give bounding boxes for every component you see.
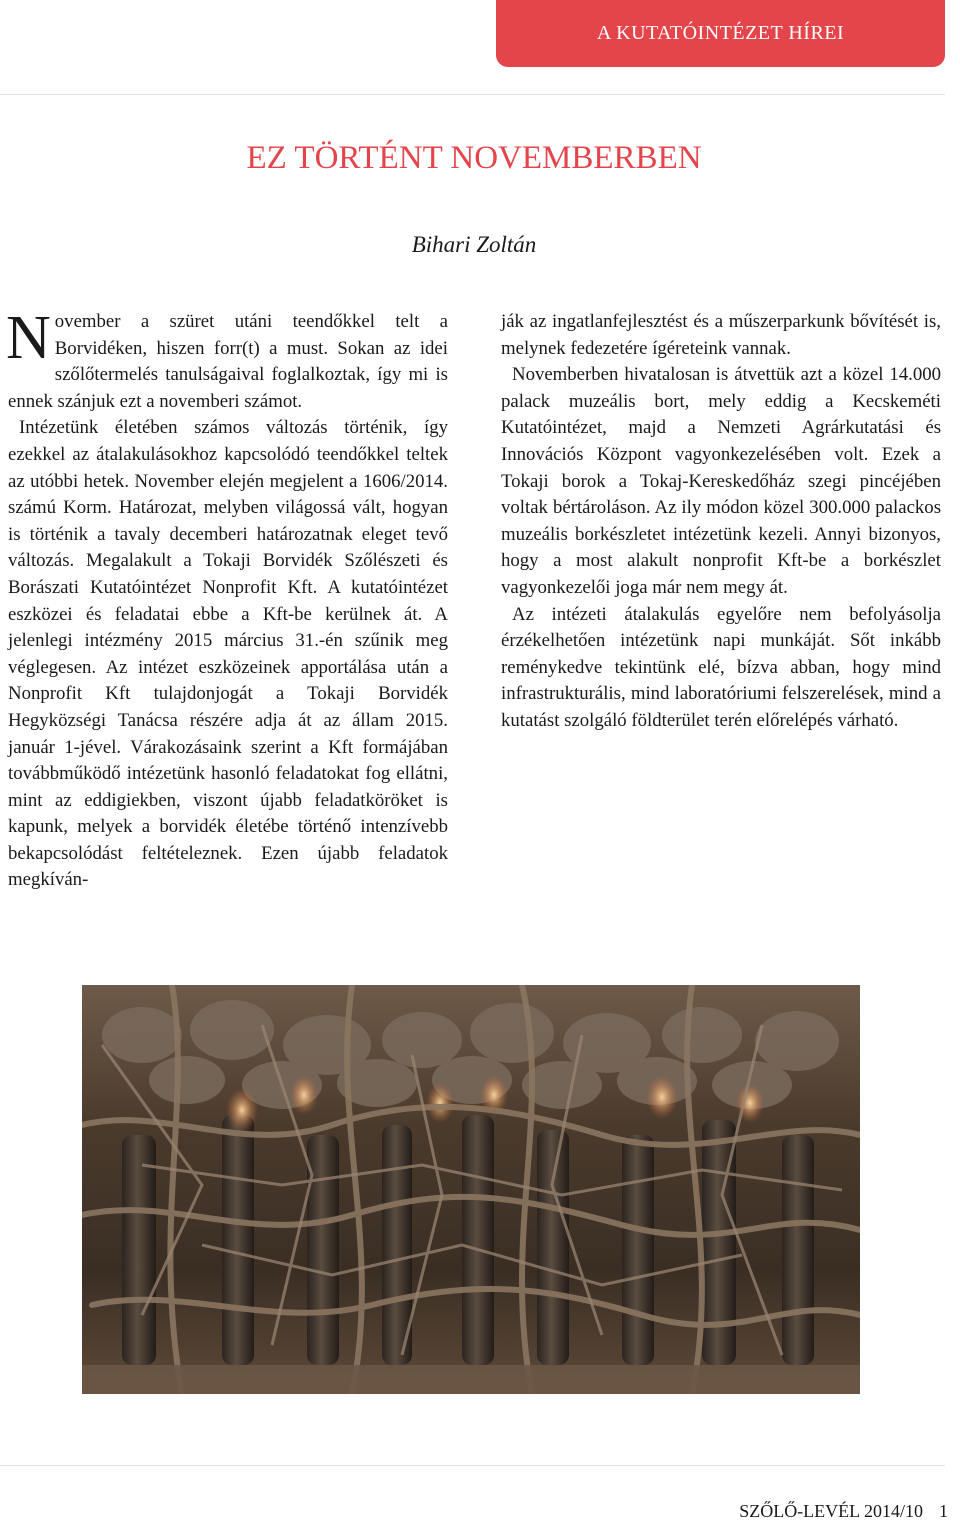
paragraph: ják az ingatlanfejlesztést és a műszerparkunk bővítését is, melynek fedezetére ígéreteink vannak. [501,311,941,359]
article-author: Bihari Zoltán [411,232,537,257]
article-column-left [6,304,448,894]
page-number: 1 [939,1501,948,1521]
photo-illustration [82,985,860,1394]
dropcap: N [6,304,51,372]
paragraph: Novemberben hivatalosan is átvettük azt a közel 14.000 palack muzeális bort, mely eddig a Kecskeméti Kutatóintézet, majd a Nemzeti Agrárkutatási és Innovációs Központ vagyonkezelésében volt. Ezek a Tokaji borok a Tokaj-Kereskedőház szegi pincéjében voltak bértároláson. Az ily módon közel 300.000 palackos muzeális borkészletet intézetünk kezeli. Annyi bizonyos, hogy a most alakult nonprofit Kft-be a borkészlet vagyonkezelői joga már nem megy át. [501,364,941,598]
section-label: A KUTATÓINTÉZET HÍREI [596,22,845,44]
footer-divider [0,1465,945,1466]
header-divider [0,94,945,95]
cellar-bottles-photo [82,985,860,1394]
article-title: EZ TÖRTÉNT NOVEMBERBEN [246,140,702,176]
paragraph-text: ovember a szüret utáni teendőkkel telt a Borvidéken, hiszen forr(t) a must. Sokan az idei szőlőtermelés tanulságaival foglalkoztak, így mi is ennek szánjuk ezt a novemberi számot. [8,311,448,412]
paragraph: Az intézeti átalakulás egyelőre nem befolyásolja érzékelhetően intézetünk napi munkáját. Sőt inkább reménykedve tekintünk elé, bízva abban, hogy mind infrastrukturális, mind laboratóriumi felszerelések, mind a kutatást szolgáló földterület terén előrelépés várható. [501,603,941,731]
page-footer [739,1500,948,1522]
publication-name: SZŐLŐ-LEVÉL 2014/10 [739,1501,923,1521]
article-column-right [501,309,941,735]
paragraph: Intézetünk életében számos változás történik, így ezekkel az átalakulásokhoz kapcsolódó teendőkkel teltek az utóbbi hetek. November elején megjelent a 1606/2014. számú Korm. Határozat, melyben világossá vált, hogyan is történik a tavaly decemberi határozatnak eleget tevő változás. Megalakult a Tokaji Borvidék Szőlészeti és Borászati Kutatóintézet Nonprofit Kft. A kutatóintézet eszközei és feladatai ebbe a Kft-be kerülnek át. A jelenlegi intézmény 2015 március 31.-én szűnik meg véglegesen. Az intézet eszközeinek apportálása után a Nonprofit Kft tulajdonjogát a Tokaji Borvidék Hegyközségi Tanácsa részére adja át az állam 2015. január 1-jével. Várakozásaink szerint a Kft formájában továbbműködő intézetünk hasonló feladatokat fog ellátni, mint az eddigiekben, viszont újabb feladatköröket is kapunk, melyek a borvidék életébe történő intenzívebb bekapcsolódást feltételeznek. Ezen újabb feladatok megkíván- [8,417,448,891]
paragraph [6,304,448,415]
section-header-tab [496,0,945,67]
